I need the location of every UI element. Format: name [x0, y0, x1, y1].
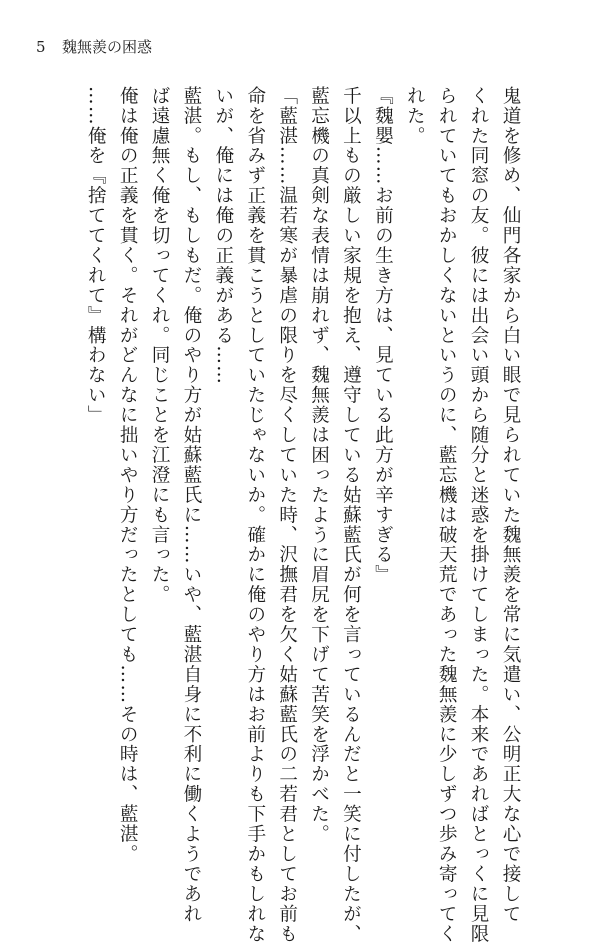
- text-line: 「藍湛……温若寒が暴虐の限りを尽くしていた時、沢撫君を欠く姑蘇藍氏の二若君としてお前も: [276, 86, 298, 944]
- vertical-text-body: [79, 86, 526, 944]
- text-line: くれた同窓の友。彼には出会い頭から随分と迷惑を掛けてしまった。本来であればとっくに見限: [468, 86, 490, 944]
- text-line: 『魏嬰……お前の生き方は、見ている此方が辛すぎる』: [372, 86, 394, 585]
- text-line: 命を省みず正義を貫こうとしていたじゃないか。確かに俺のやり方はお前よりも下手かもしれな: [244, 86, 266, 944]
- text-line: 千以上もの厳しい家規を抱え、遵守している姑蘇藍氏が何を言っているんだと一笑に付したが、: [340, 86, 362, 944]
- text-line: 藍湛。もし、もしもだ。俺のやり方が姑蘇藍氏に……いや、藍湛自身に不利に働くようであれ: [180, 86, 202, 924]
- text-line: ……俺を『捨ててくれて』構わない」: [85, 86, 107, 426]
- text-line: れた。: [404, 86, 426, 146]
- text-line: 藍忘機の真剣な表情は崩れず、魏無羨は困ったように眉尻を下げて苦笑を浮かべた。: [308, 86, 330, 845]
- chapter-title: 魏無羨の困惑: [62, 38, 153, 56]
- text-line: 鬼道を修め、仙門各家から白い眼で見られていた魏無羨を常に気遣い、公明正大な心で接して: [500, 86, 521, 924]
- page-header: [36, 38, 152, 56]
- text-line: いが、俺には俺の正義がある……: [212, 86, 234, 386]
- text-line: られていてもおかしくないというのに、藍忘機は破天荒であった魏無羨に少しずつ歩み寄ってく: [436, 86, 458, 944]
- text-line: ば遠慮無く俺を切ってくれ。同じことを江澄にも言った。: [149, 86, 171, 605]
- page-number: 5: [36, 38, 46, 56]
- text-line: 俺は俺の正義を貫く。それがどんなに拙いやり方だったとしても……その時は、藍湛。: [117, 86, 139, 865]
